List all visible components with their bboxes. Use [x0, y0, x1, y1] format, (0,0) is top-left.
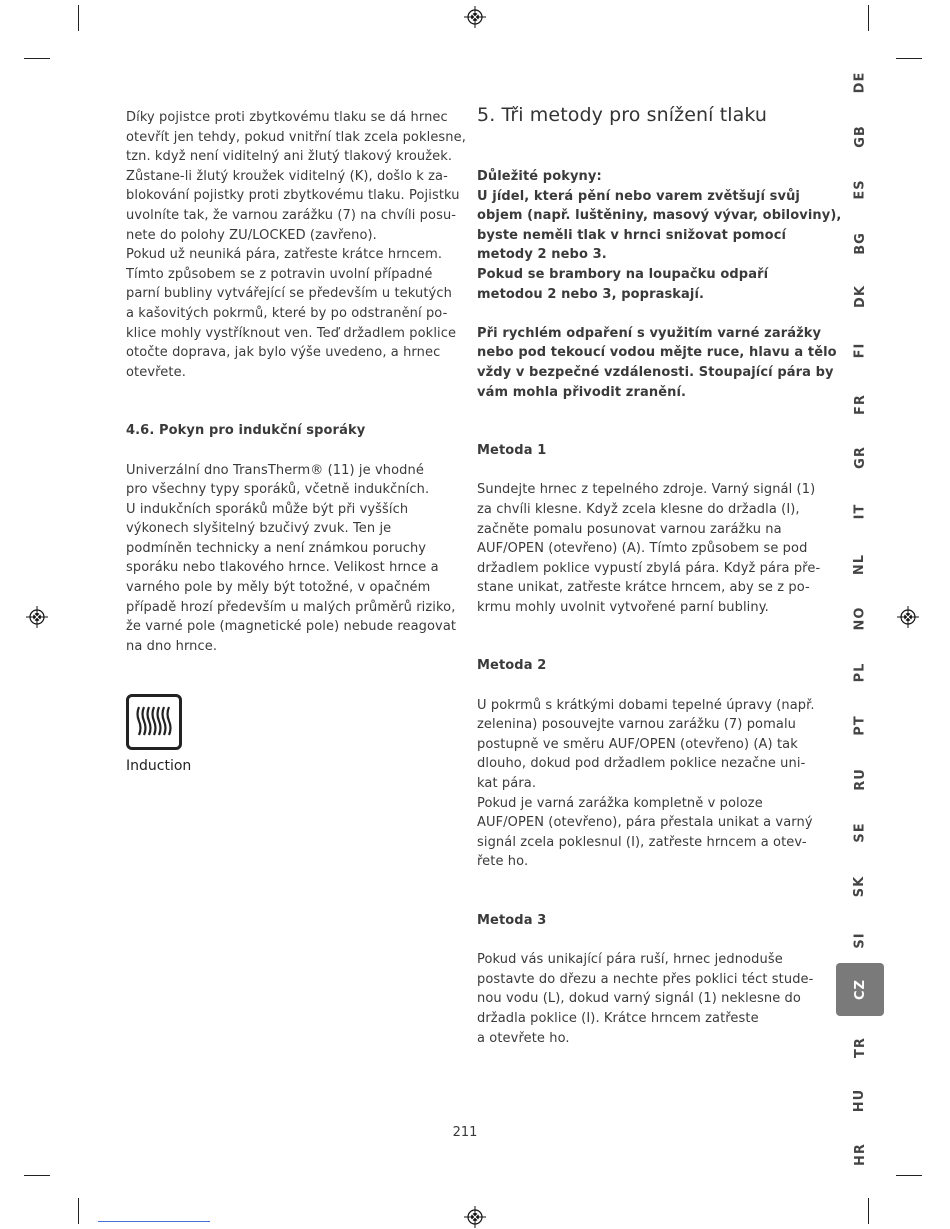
crop-mark [896, 58, 922, 59]
text-line: metody 2 nebo 3. [477, 247, 607, 263]
method3-text [477, 950, 817, 1048]
text-line: zelenina) posouvejte varnou zarážku (7) pomalu [477, 717, 796, 733]
language-tab-tr[interactable] [836, 1021, 884, 1074]
crop-mark [868, 1198, 869, 1224]
text-line: otevřete. [126, 364, 186, 380]
paragraph-pressure-safety [126, 108, 466, 382]
registration-mark-icon [464, 1206, 486, 1228]
crop-mark [78, 1198, 79, 1224]
induction-coil-icon [126, 694, 182, 750]
tab-label: DE [852, 71, 868, 94]
text-line: vám mohla přivodit zranění. [477, 384, 687, 400]
registration-mark-icon [464, 6, 486, 28]
language-tab-pt[interactable] [836, 699, 884, 752]
text-line: Zůstane-li žlutý kroužek viditelný (K), došlo k za- [126, 168, 448, 184]
language-tab-pl[interactable] [836, 646, 884, 699]
text-line: Důležité pokyny: [477, 169, 602, 184]
language-tab-sk[interactable] [836, 860, 884, 913]
text-line: objem (např. luštěniny, masový vývar, obiloviny), [477, 208, 842, 224]
text-line: tzn. když není viditelný ani žlutý tlakový kroužek. [126, 149, 453, 165]
tab-label: RU [852, 768, 868, 791]
registration-mark-icon [897, 606, 919, 628]
text-line: krmu mohly uvolnit vytvořené parní bubliny. [477, 599, 769, 615]
tab-label: CZ [852, 979, 868, 1000]
crop-mark [868, 5, 869, 31]
text-line: a kašovitých pokrmů, které by po odstranění po- [126, 305, 448, 321]
tab-label: HR [852, 1143, 868, 1166]
tab-label: GR [852, 446, 868, 470]
tab-label: GB [852, 124, 868, 148]
text-line: že varné pole (magnetické pole) nebude reagovat [126, 619, 457, 635]
language-tab-nl[interactable] [836, 538, 884, 591]
text-line: případě hrozí především u malých průměrů riziko, [126, 599, 456, 615]
language-tab-it[interactable] [836, 485, 884, 538]
language-tab-se[interactable] [836, 806, 884, 859]
tab-label: SI [852, 931, 868, 949]
page-title: 5. Tři metody pro snížení tlaku [477, 104, 768, 126]
method2-text [477, 696, 817, 872]
text-line: metodou 2 nebo 3, popraskají. [477, 286, 705, 302]
text-line: U pokrmů s krátkými dobami tepelné úpravy (např. [477, 697, 815, 713]
registration-mark-icon [26, 606, 48, 628]
tab-label: BG [852, 232, 868, 255]
method1-text [477, 480, 821, 617]
tab-label: ES [852, 179, 868, 200]
text-line: U indukčních sporáků může být při vyšších [126, 501, 409, 517]
language-tab-ru[interactable] [836, 753, 884, 806]
text-line: Při rychlém odpaření s využitím varné zarážky [477, 325, 822, 341]
text-line: držadlem poklice vypustí zbylá pára. Když pára pře- [477, 560, 821, 576]
language-tab-dk[interactable] [836, 270, 884, 323]
text-line: Díky pojistce proti zbytkovému tlaku se dá hrnec [126, 110, 448, 125]
crop-mark [24, 1175, 50, 1176]
text-line: postupně ve směru AUF/OPEN (otevřeno) (A) tak [477, 736, 798, 752]
language-tab-de[interactable] [836, 56, 884, 109]
language-tab-bg[interactable] [836, 217, 884, 270]
language-tab-cz[interactable] [836, 963, 884, 1016]
text-line: AUF/OPEN (otevřeno) (A). Tímto způsobem se pod [477, 541, 808, 557]
text-line: držadla poklice (I). Krátce hrncem zatřeste [477, 1010, 759, 1026]
tab-label: PL [852, 662, 868, 682]
crop-mark [78, 5, 79, 31]
text-line: nebo pod tekoucí vodou mějte ruce, hlavu a tělo [477, 345, 837, 361]
text-line: byste neměli tlak v hrnci snižovat pomocí [477, 227, 787, 243]
text-line: uvolníte tak, že varnou zarážku (7) na chvíli posu- [126, 207, 457, 223]
text-line: podmíněn technicky a není známkou poruchy [126, 540, 427, 556]
text-line: AUF/OPEN (otevřeno), pára přestala unikat a varný [477, 815, 813, 831]
tab-label: FI [852, 342, 868, 359]
language-tab-es[interactable] [836, 163, 884, 216]
tab-label: IT [852, 503, 868, 520]
text-line: za chvíli klesne. Když zcela klesne do držadla (I), [477, 501, 800, 517]
text-line: kat pára. [477, 776, 537, 792]
language-tab-gr[interactable] [836, 431, 884, 484]
method2-heading: Metoda 2 [477, 658, 547, 674]
paragraph-induction [126, 461, 461, 657]
text-line: vždy v bezpečné vzdálenosti. Stoupající pára by [477, 364, 834, 380]
tab-label: PT [852, 715, 868, 736]
crop-mark [896, 1175, 922, 1176]
tab-label: FR [852, 393, 868, 415]
tab-label: NL [852, 554, 868, 576]
text-line: klice mohly vystříknout ven. Teď držadlem poklice [126, 325, 457, 341]
text-line: Pokud je varná zarážka kompletně v poloze [477, 795, 763, 811]
text-line: začněte pomalu posunovat varnou zarážku na [477, 521, 782, 537]
text-line: sporáku nebo tlakového hrnce. Velikost hrnce a [126, 560, 439, 576]
safety-warning [477, 324, 837, 402]
right-column [477, 103, 842, 1048]
text-line: řete ho. [477, 854, 529, 870]
text-line: nou vodu (L), dokud varný signál (1) neklesne do [477, 991, 801, 1007]
text-line: otočte doprava, jak bylo výše uvedeno, a hrnec [126, 345, 441, 361]
text-line: Pokud se brambory na loupačku odpaří [477, 266, 769, 282]
text-line: a otevřete ho. [477, 1030, 570, 1046]
text-line: Pokud už neuniká pára, zatřeste krátce hrncem. [126, 247, 443, 263]
language-tab-hu[interactable] [836, 1074, 884, 1127]
text-line: nete do polohy ZU/LOCKED (zavřeno). [126, 227, 377, 243]
language-tab-fr[interactable] [836, 378, 884, 431]
text-line: Pokud vás unikající pára ruší, hrnec jednoduše [477, 952, 783, 968]
text-line: na dno hrnce. [126, 638, 218, 654]
text-line: signál zcela poklesnul (I), zatřeste hrncem a otev- [477, 834, 807, 850]
text-line: pro všechny typy sporáků, včetně indukčních. [126, 482, 430, 498]
text-line: parní bubliny vytvářející se především u tekutých [126, 286, 452, 302]
language-tab-si[interactable] [836, 914, 884, 967]
section-heading: 4.6. Pokyn pro indukční sporáky [126, 423, 366, 439]
tab-label: SE [852, 822, 868, 844]
language-tab-fi[interactable] [836, 324, 884, 377]
text-line: U jídel, která pění nebo varem zvětšují svůj [477, 188, 800, 204]
divider [98, 1221, 210, 1222]
text-line: Sundejte hrnec z tepelného zdroje. Varný signál (1) [477, 482, 816, 498]
left-column [126, 108, 466, 656]
text-line: blokování pojistky proti zbytkovému tlaku. Pojistku [126, 188, 460, 204]
method1-heading: Metoda 1 [477, 443, 547, 459]
text-line: postavte do dřezu a nechte přes poklici téct stude- [477, 971, 814, 987]
tab-label: HU [852, 1089, 868, 1113]
method3-heading: Metoda 3 [477, 913, 547, 928]
crop-mark [24, 58, 50, 59]
text-line: otevřít jen tehdy, pokud vnitřní tlak zcela poklesne, [126, 129, 466, 145]
text-line: varného pole by měly být totožné, v opačném [126, 580, 431, 596]
language-tab-no[interactable] [836, 592, 884, 645]
text-line: Tímto způsobem se z potravin uvolní případné [126, 266, 433, 282]
text-line: dlouho, dokud pod držadlem poklice nezačne uni- [477, 756, 806, 772]
tab-label: TR [852, 1036, 868, 1058]
page-number: 211 [452, 1125, 478, 1140]
induction-label: Induction [126, 758, 192, 774]
tab-label: NO [852, 606, 868, 631]
text-line: Univerzální dno TransTherm® (11) je vhodné [126, 462, 424, 478]
tab-label: SK [852, 875, 868, 898]
important-notes [477, 167, 842, 304]
text-line: výkonech slyšitelný bzučivý zvuk. Ten je [126, 521, 392, 537]
text-line: stane unikat, zatřeste krátce hrncem, aby se z po- [477, 580, 810, 596]
language-tab-gb[interactable] [836, 110, 884, 163]
tab-label: DK [852, 285, 868, 309]
